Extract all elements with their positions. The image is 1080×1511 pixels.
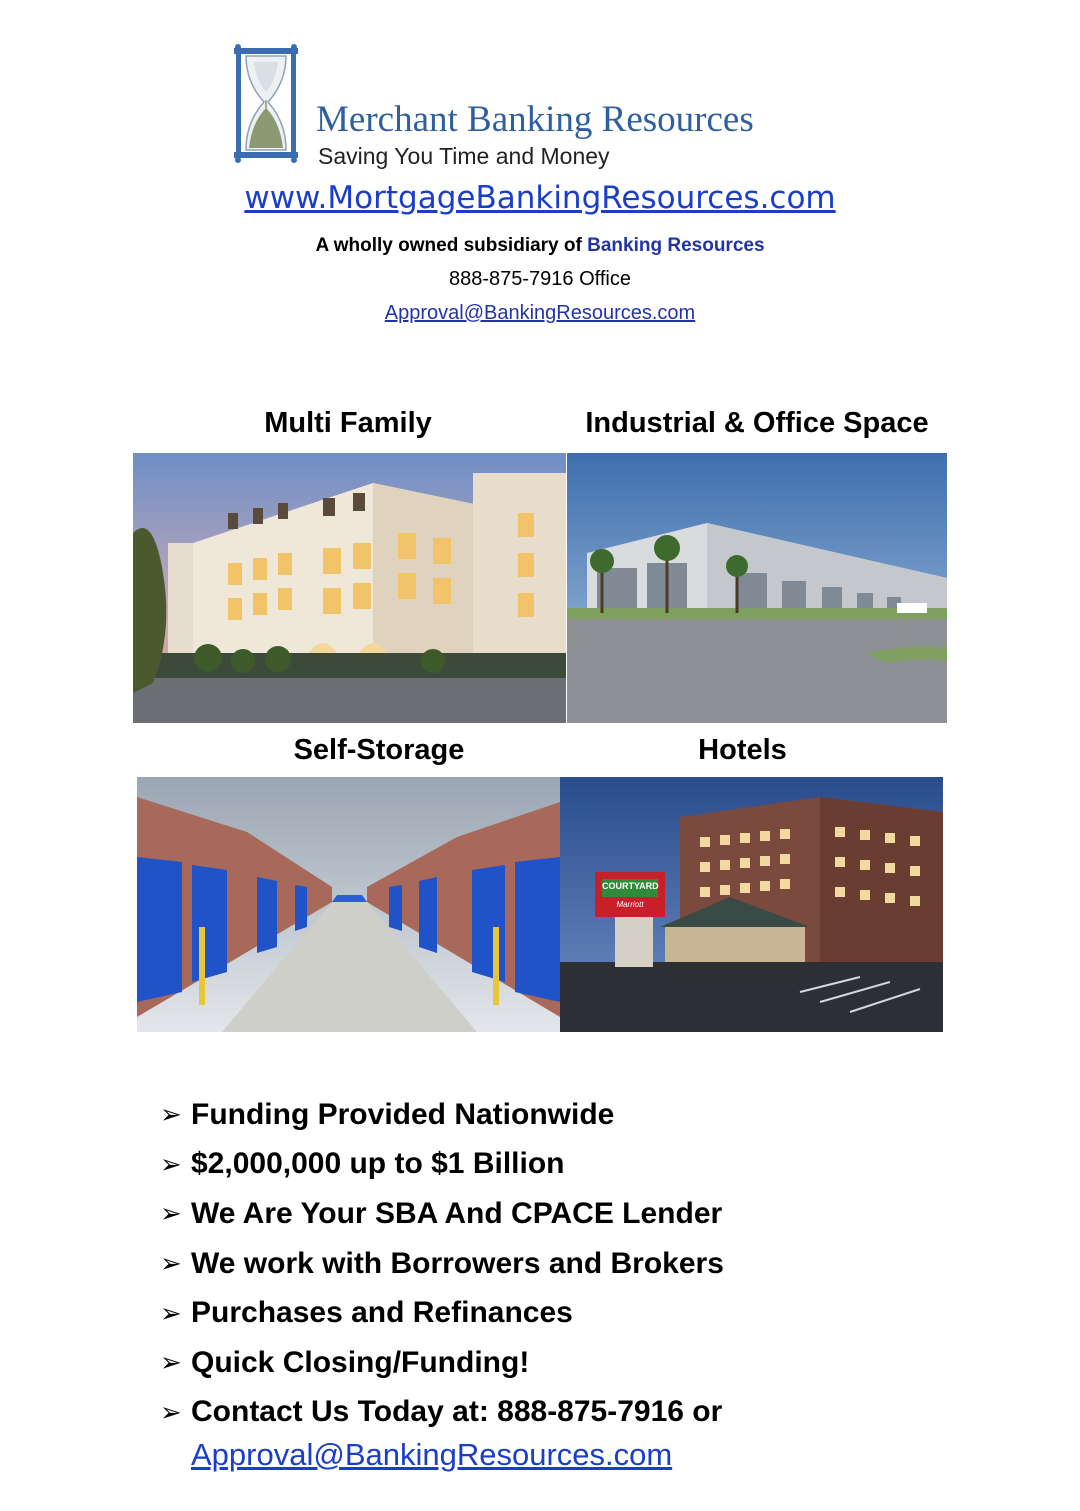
brand-name: Merchant Banking Resources xyxy=(316,99,754,140)
tagline: Saving You Time and Money xyxy=(318,143,610,169)
subsidiary-note xyxy=(0,235,1080,257)
list-item: ➢ We work with Borrowers and Brokers xyxy=(160,1246,724,1280)
feature-list xyxy=(160,1090,1020,1437)
arrow-bullet-icon: ➢ xyxy=(160,1198,182,1229)
list-item: ➢ Quick Closing/Funding! xyxy=(160,1345,530,1379)
arrow-bullet-icon: ➢ xyxy=(160,1148,182,1179)
industrial-photo xyxy=(567,453,947,723)
list-item: ➢ $2,000,000 up to $1 Billion xyxy=(160,1147,565,1181)
hotel-photo xyxy=(560,777,943,1032)
contact-email-link[interactable]: Approval@BankingResources.com xyxy=(191,1437,673,1472)
website-link[interactable]: www.MortgageBankingResources.com xyxy=(244,180,836,216)
arrow-bullet-icon: ➢ xyxy=(160,1099,182,1130)
multi-family-photo xyxy=(133,453,566,723)
arrow-bullet-icon: ➢ xyxy=(160,1347,182,1378)
office-phone: 888-875-7916 Office xyxy=(449,268,631,290)
hourglass-icon xyxy=(230,42,302,164)
self-storage-photo xyxy=(137,777,560,1032)
email-link[interactable]: Approval@BankingResources.com xyxy=(384,302,696,324)
hotels-heading: Hotels xyxy=(698,734,787,766)
industrial-heading: Industrial & Office Space xyxy=(585,407,929,439)
arrow-bullet-icon: ➢ xyxy=(160,1248,182,1279)
subsidiary-prefix: A wholly owned subsidiary of xyxy=(315,235,588,256)
arrow-bullet-icon: ➢ xyxy=(160,1396,182,1427)
arrow-bullet-icon: ➢ xyxy=(160,1297,182,1328)
list-item: ➢ Funding Provided Nationwide xyxy=(160,1097,615,1131)
company-logo xyxy=(230,42,870,172)
list-item: ➢ Purchases and Refinances xyxy=(160,1296,573,1330)
self-storage-heading: Self-Storage xyxy=(293,734,465,766)
list-item: ➢ We Are Your SBA And CPACE Lender xyxy=(160,1196,723,1230)
parent-company: Banking Resources xyxy=(587,235,765,256)
hotel-sign-sub: Marriott xyxy=(616,900,644,909)
list-item: ➢ Contact Us Today at: 888-875-7916 or xyxy=(160,1395,723,1429)
hotel-sign-brand: COURTYARD xyxy=(602,881,659,891)
multi-family-heading: Multi Family xyxy=(264,407,432,439)
